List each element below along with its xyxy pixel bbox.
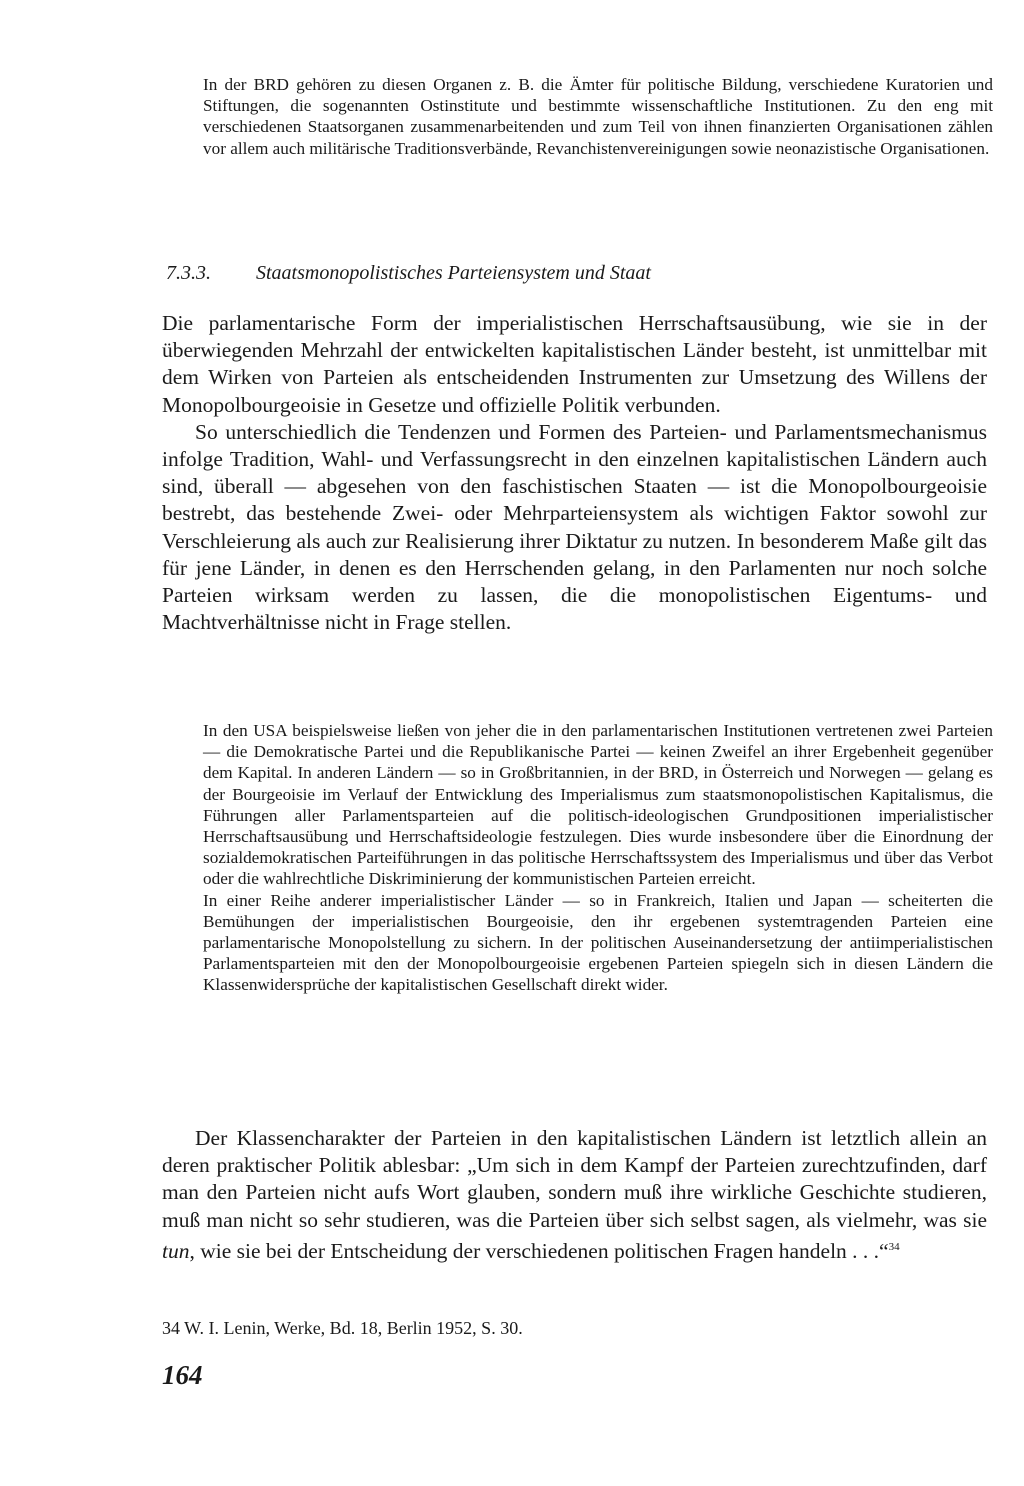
page-number: 164 [162, 1360, 203, 1390]
section-number: 7.3.3. [166, 262, 211, 284]
closing-block [162, 1125, 987, 1265]
footnote: 34 W. I. Lenin, Werke, Bd. 18, Berlin 1952, S. 30. [162, 1318, 523, 1338]
small-paragraph-2: In einer Reihe anderer imperialistischer Länder — so in Frankreich, Italien und Japan — scheiterten die Bemühungen der imperialistischen Bourgeoisie, den ihr ergebenen systemtragenden Parteien eine parlamentarische Monopolstellung zu sichern. In der politischen Auseinandersetzung der antiimperialistischen Parlamentsparteien mit den der Monopolbourgeoisie ergebenen Parteien spiegeln sich in diesen Ländern die Klassenwidersprüche der kapitalistischen Gesellschaft direkt wider. [203, 890, 993, 995]
paragraph-2: So unterschiedlich die Tendenzen und Formen des Parteien- und Parlamentsmechanismus infolge Tradition, Wahl- und Verfassungsrecht in den einzelnen kapitalistischen Ländern auch sind, überall — abgesehen von den faschistischen Staaten — ist die Monopolbourgeoisie bestrebt, das bestehende Zwei- oder Mehrparteiensystem als wichtigen Faktor sowohl zur Verschleierung als auch zur Realisierung ihrer Diktatur zu nutzen. In besonderem Maße gilt das für jene Länder, in denen es den Herrschenden gelang, in den Parlamenten nur noch solche Parteien wirksam werden zu lassen, die die monopolistischen Eigentums- und Machtverhältnisse nicht in Frage stellen. [162, 419, 987, 635]
intro-note: In der BRD gehören zu diesen Organen z. B. die Ämter für politische Bildung, verschiedene Kuratorien und Stiftungen, die sogenannten Ostinstitute und bestimmte wissenschaftliche Institutionen. Zu den eng mit verschiedenen Staatsorganen zusammenarbeitenden und zum Teil von ihnen finanzierten Organisationen zählen vor allem auch militärische Traditionsverbände, Revanchistenvereinigungen sowie neonazistische Organisationen. [203, 75, 993, 158]
main-text-block [162, 310, 987, 636]
small-paragraph-1: In den USA beispielsweise ließen von jeher die in den parlamentarischen Institutionen vertretenen zwei Parteien — die Demokratische Partei und die Republikanische Partei — keinen Zweifel an ihrer Ergebenheit gegenüber dem Kapital. In anderen Ländern — so in Großbritannien, in der BRD, in Österreich und Norwegen — gelang es der Bourgeoisie im Verlauf der Entwicklung des Imperialismus zum staatsmonopolistischen Kapitalismus, die Führungen aller Parlamentsparteien auf die politisch-ideologischen Grundpositionen imperialistischer Herrschaftsausübung und Herrschaftsideologie festzulegen. Dies wurde insbesondere über die Einordnung der sozialdemokratischen Parteiführungen in das politische Herrschaftssystem des Imperialismus und über das Verbot oder die wahlrechtliche Diskriminierung der kommunistischen Parteien erreicht. [203, 721, 993, 889]
footnote-ref: 34 [888, 1240, 900, 1253]
paragraph-1: Die parlamentarische Form der imperialistischen Herrschaftsausübung, wie sie in der überwiegenden Mehrzahl der entwickelten kapitalistischen Länder besteht, ist unmittelbar mit dem Wirken von Parteien als entscheidenden Instrumenten zur Umsetzung des Willens der Monopolbourgeoisie in Gesetze und offizielle Politik verbunden. [162, 311, 987, 417]
intro-note-block [203, 74, 993, 159]
closing-emphasis: tun [162, 1238, 190, 1263]
section-title: Staatsmonopolistisches Parteiensystem und Staat [256, 262, 651, 284]
closing-text-before: Der Klassencharakter der Parteien in den kapitalistischen Ländern ist letztlich allein an deren praktischer Politik ablesbar: „Um sich in dem Kampf der Parteien zurechtzufinden, darf man den Parteien nicht aufs Wort glauben, sondern muß ihre wirkliche Geschichte studieren, muß man nicht so sehr studieren, was die Parteien über sich selbst sagen, als vielmehr, was sie [162, 1126, 987, 1232]
closing-text-after: , wie sie bei der Entscheidung der verschiedenen politischen Fragen handeln . . .“ [189, 1238, 889, 1263]
example-block [203, 720, 993, 996]
section-heading [166, 262, 651, 285]
closing-paragraph [162, 1125, 987, 1265]
